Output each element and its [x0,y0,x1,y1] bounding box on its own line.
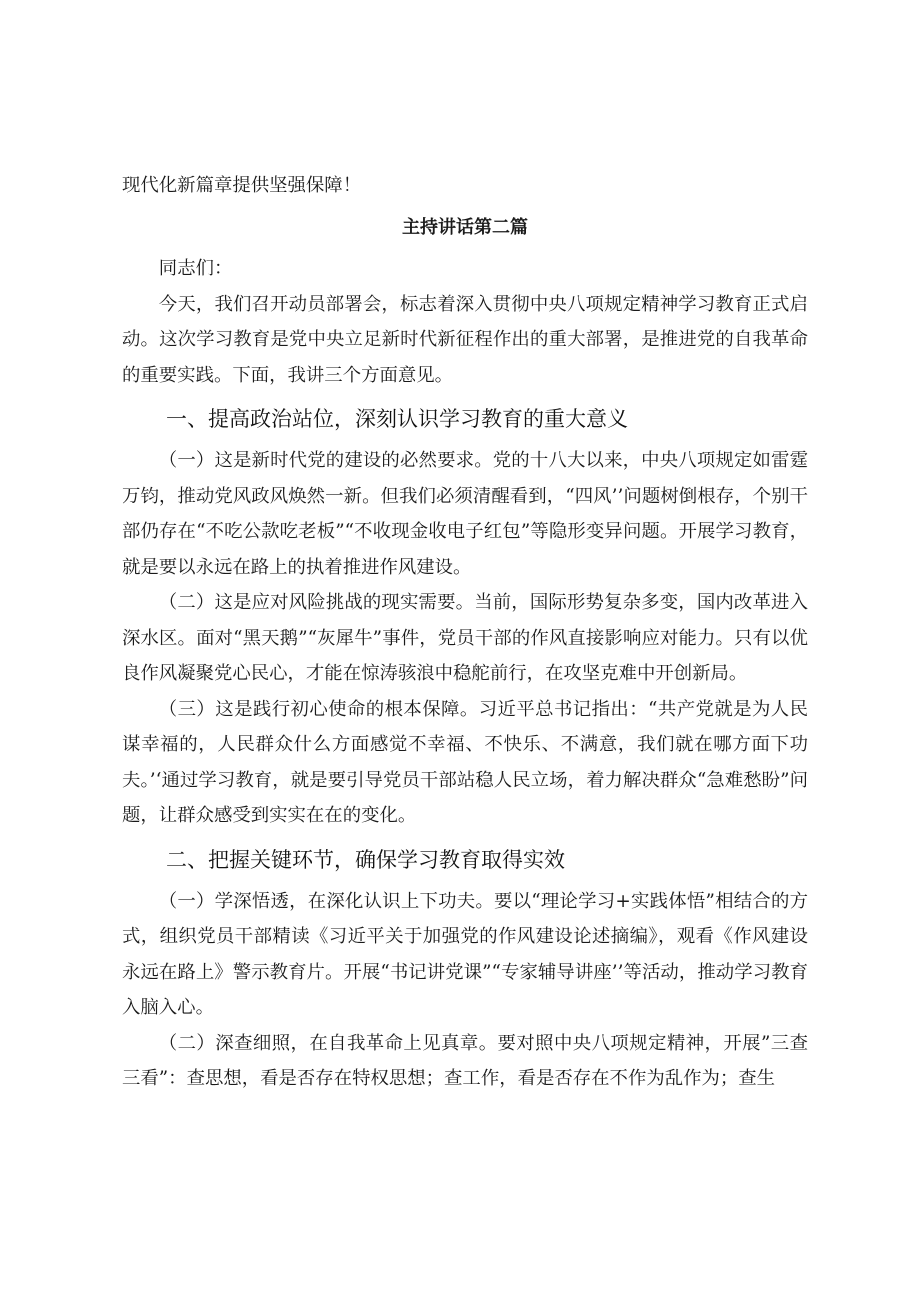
section-2-heading: 二、把握关键环节，确保学习教育取得实效 [166,847,565,872]
intro-paragraph: 今天，我们召开动员部署会，标志着深入贯彻中央八项规定精神学习教育正式启动。这次学习教育是党中央立足新时代新征程作出的重大部署，是推进党的自我革命的重要实践。下面，我讲三个方面意见。 [122,293,808,386]
section-1-paragraph-3: （三）这是践行初心使命的根本保障。习近平总书记指出：“共产党就是为人民谋幸福的，人民群众什么方面感觉不幸福、不快乐、不满意，我们就在哪方面下功夫。’‘通过学习教育，就是要引导党员干部站稳人民立场，着力解决群众“急难愁盼”问题，让群众感受到实实在在的变化。 [122,698,808,826]
section-1-paragraph-1: （一）这是新时代党的建设的必然要求。党的十八大以来，中央八项规定如雷霆万钧，推动党风政风焕然一新。但我们必须清醒看到，“四风’’问题树倒根存，个别干部仍存在“不吃公款吃老板”“不收现金收电子红包”等隐形变异问题。开展学习教育，就是要以永远在路上的执着推进作风建设。 [122,450,808,578]
section-1-paragraph-2: （二）这是应对风险挑战的现实需要。当前，国际形势复杂多变，国内改革进入深水区。面对“黑天鹅”“灰犀牛”事件，党员干部的作风直接影响应对能力。只有以优良作风凝聚党心民心，才能在惊涛骇浪中稳舵前行，在攻坚克难中开创新局。 [122,592,808,684]
section-2-paragraph-1: （一）学深悟透，在深化认识上下功夫。要以“理论学习+实践体悟”相结合的方式，组织党员干部精读《习近平关于加强党的作风建设论述摘编》，观看《作风建设永远在路上》警示教育片。开展“书记讲党课”“专家辅导讲座’’等活动，推动学习教育入脑入心。 [122,890,808,1018]
document-body [122,168,808,1097]
salutation: 同志们： [158,258,233,279]
document-title: 主持讲话第二篇 [402,216,528,238]
lead-line: 现代化新篇章提供坚强保障！ [122,175,362,196]
section-2-paragraph-2: （二）深查细照，在自我革命上见真章。要对照中央八项规定精神，开展”三查三看”：查思想，看是否存在特权思想；查工作，看是否存在不作为乱作为；查生 [122,1032,808,1089]
section-1-heading: 一、提高政治站位，深刻认识学习教育的重大意义 [166,407,628,431]
